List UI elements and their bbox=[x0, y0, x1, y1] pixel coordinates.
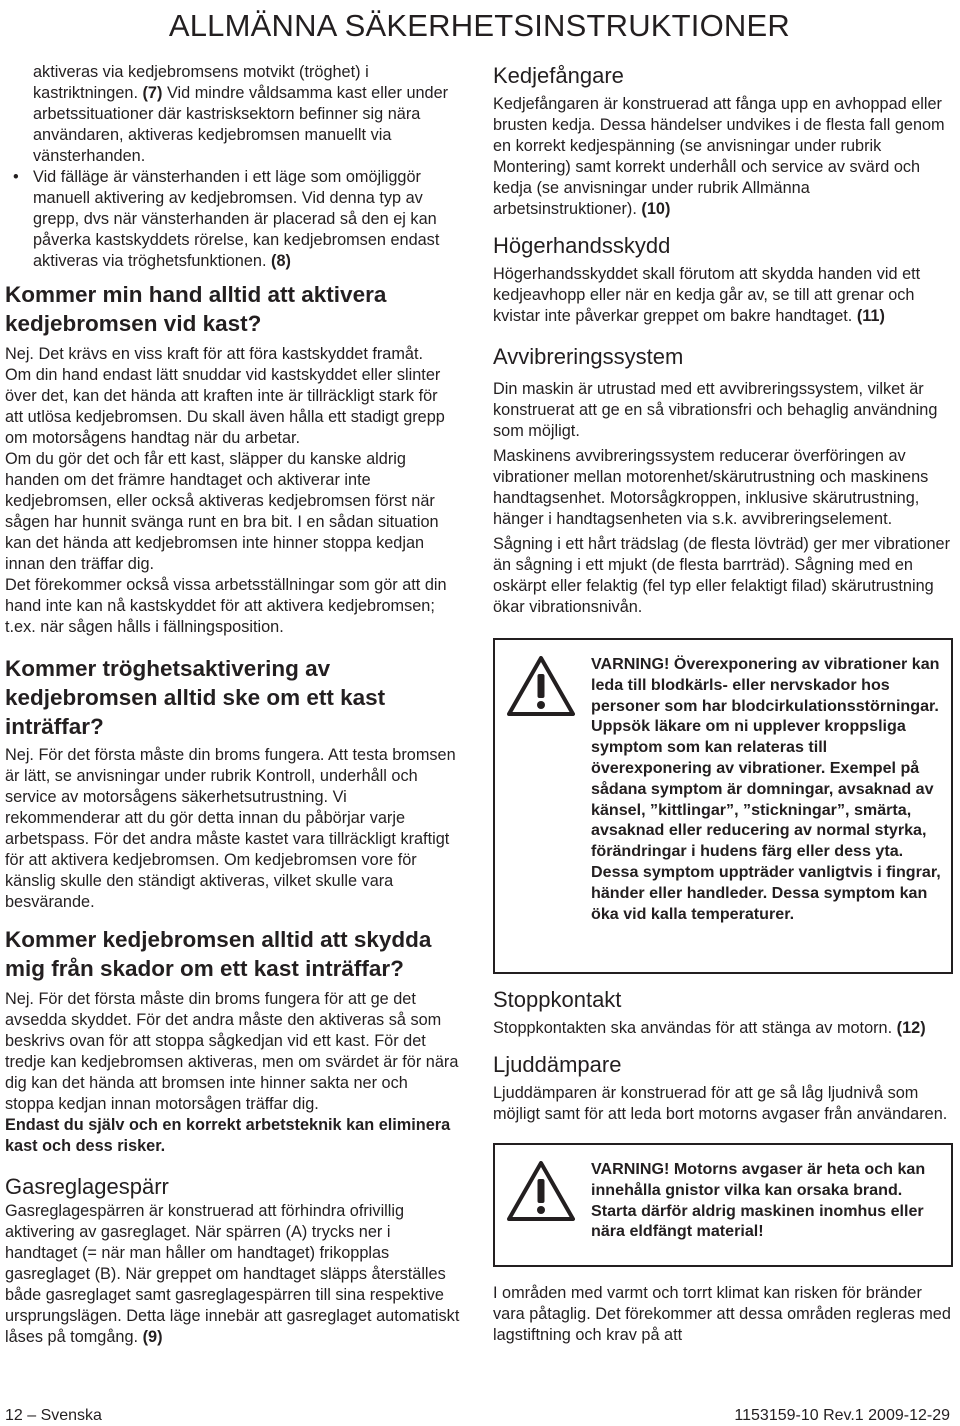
figure-ref: (10) bbox=[641, 200, 671, 218]
paragraph: I områden med varmt och torrt klimat kan risken för bränder vara påtaglig. Det förekommer att dessa områden regleras med lagstiftning och krav på att bbox=[493, 1284, 951, 1344]
paragraph: Ljuddämparen är konstruerad för att ge så låg ljudnivå som möjligt samt för att leda bort motorns avgaser från användaren. bbox=[493, 1084, 948, 1123]
warning-triangle-icon bbox=[507, 1161, 575, 1221]
paragraph: Högerhandsskyddet skall förutom att skydda handen vid ett kedjeavhopp eller när en kedja går av, se till att grenar och kvistar inte påverkar greppet om bakre handtaget. (11) bbox=[493, 265, 921, 325]
heading-muffler: Ljuddämpare bbox=[493, 1052, 622, 1077]
bullet-item: • Vid fälläge är vänsterhanden i ett läge som omöjliggör manuell aktivering av kedjebromsen. Vid denna typ av grepp, dvs när vänsterhanden är placerad så den ej kan påverka kastskyddets rörelse, kan kedjebromsen endast aktiveras via tröghetsfunktionen. (8) bbox=[13, 168, 440, 270]
paragraph: Det förekommer också vissa arbetsställningar som gör att din hand inte kan nå kastskyddet för att aktivera kedjebromsen; t.ex. när sågen hålls i fällningsposition. bbox=[5, 576, 447, 636]
heading-right-hand-guard: Högerhandsskydd bbox=[493, 233, 671, 258]
paragraph: Om du gör det och får ett kast, släpper du kanske aldrig handen om det främre handtaget och aktiverar inte kedjebromsen, eller också aktiveras kedjebromsen först när sågen har hunnit svänga runt en bra bit. I en sådan situation kan det hända att kedjebromsen inte hinner stoppa kedjan innan den träffar dig. bbox=[5, 450, 439, 573]
warning-box-exhaust bbox=[493, 1143, 953, 1267]
paragraph: Sågning i ett hårt trädslag (de flesta lövträd) ger mer vibrationer än sågning i ett mjukt (de flesta barrträd). Sågning med en oskärpt eller felaktig (fel typ eller felaktigt filad) skärutrustning ökar vibrationsnivån. bbox=[493, 535, 951, 616]
paragraph-inertia: aktiveras via kedjebromsens motvikt (tröghet) i kastriktningen. (7) Vid mindre våldsamma kast eller under arbetssituationer där kastrisksektorn befinner sig nära användaren, aktiveras kedjebromsen manuellt via vänsterhanden. bbox=[33, 63, 449, 165]
heading-protect: Kommer kedjebromsen alltid att skydda mig från skador om ett kast inträffar? bbox=[5, 927, 432, 981]
paragraph: Kedjefångaren är konstruerad att fånga upp en avhoppad eller brusten kedja. Dessa händelser undvikes i de flesta fall genom en korrekt kedjespänning (se anvisningar under rubrik Montering) samt korrekt underhåll och service av svärd och kedja (se anvisningar under rubrik Allmänna arbetsinstruktioner). (10) bbox=[493, 95, 945, 218]
paragraph: Maskinens avvibreringssystem reducerar överföringen av vibrationer mellan motorenhet/skärutrustning och maskinens handtagsenhet. Motorsågkroppen, inklusive skärutrustning, hänger i handtagsenheten via s.k. avvibreringselement. bbox=[493, 447, 929, 528]
heading-anti-vibration: Avvibreringssystem bbox=[493, 344, 684, 369]
warning-box-vibration bbox=[493, 638, 953, 974]
figure-ref: (12) bbox=[896, 1019, 926, 1037]
warning-triangle-icon bbox=[507, 656, 575, 716]
heading-inertia: Kommer tröghetsaktivering av kedjebromsen alltid ske om ett kast inträffar? bbox=[5, 656, 386, 739]
document-reference: 1153159-10 Rev.1 2009-12-29 bbox=[734, 1407, 950, 1424]
bullet-icon: • bbox=[13, 168, 19, 186]
left-column bbox=[5, 62, 460, 1348]
heading-stop-switch: Stoppkontakt bbox=[493, 987, 622, 1012]
right-column bbox=[493, 62, 953, 1346]
page-number: 12 – Svenska bbox=[5, 1407, 102, 1424]
warning-text: VARNING! Motorns avgaser är heta och kan innehålla gnistor vilka kan orsaka brand. Starta därför aldrig maskinen inomhus eller nära eldfängt material! bbox=[591, 1160, 926, 1241]
paragraph: Stoppkontakten ska användas för att stänga av motorn. (12) bbox=[493, 1019, 926, 1037]
heading-throttle-lockout: Gasreglagespärr bbox=[5, 1174, 169, 1199]
figure-ref: (11) bbox=[856, 307, 885, 325]
paragraph: Gasreglagespärren är konstruerad att förhindra ofrivillig aktivering av gasreglaget. När spärren (A) trycks ner i handtaget (= när man håller om handtaget) frikopplas gasreglaget (B). När greppet om handtaget släpps återställes både gasreglaget samt gasreglagespärren till sina respektive ursprungslägen. Detta läge innebär att gasreglaget automatiskt låses på tomgång. (9) bbox=[5, 1202, 460, 1346]
heading-hand: Kommer min hand alltid att aktivera kedjebromsen vid kast? bbox=[5, 282, 387, 336]
figure-ref: (9) bbox=[142, 1328, 163, 1346]
paragraph-bold: Endast du själv och en korrekt arbetsteknik kan eliminera kast och dess risker. bbox=[5, 1116, 451, 1155]
paragraph: Om din hand endast lätt snuddar vid kastskyddet eller slinter över det, kan det hända att kraften inte är tillräckligt stark för att utlösa kedjebromsen. Du skall även hålla ett stadigt grepp om motorsågens handtag när du arbetar. bbox=[5, 366, 445, 447]
figure-ref: (7) bbox=[142, 84, 163, 102]
paragraph: Nej. För det första måste din broms fungera för att ge det avsedda skyddet. För det andra måste den aktiveras så som beskrivs ovan för att stoppa sågkedjan vid ett kast. För det tredje kan kedjebromsen aktiveras, men om svärdet är för nära dig kan det hända att bromsen inte hinner sakta ner och stoppa kedjan innan motorsågen träffar dig. bbox=[5, 990, 459, 1113]
paragraph: Din maskin är utrustad med ett avvibreringssystem, vilket är konstruerat att ge en så vibrationsfri och behaglig användning som möjligt. bbox=[493, 380, 938, 440]
page-title: ALLMÄNNA SÄKERHETSINSTRUKTIONER bbox=[168, 8, 790, 43]
paragraph: Nej. För det första måste din broms fungera. Att testa bromsen är lätt, se anvisningar under rubrik Kontroll, underhåll och service av motorsågens säkerhetsutrustning. Vi rekommenderar att du gör detta innan du påbörjar varje arbetspass. För det andra måste kastet vara tillräckligt kraftigt för att aktivera kedjebromsen. Om kedjebromsen vore för känslig skulle den ständigt aktiveras, vilket skulle vara besvärande. bbox=[5, 746, 456, 911]
paragraph: Nej. Det krävs en viss kraft för att föra kastskyddet framåt. bbox=[5, 345, 424, 363]
warning-text: VARNING! Överexponering av vibrationer kan leda till blodkärls- eller nervskador hos personer som har blodcirkulationsstörningar. Uppsök läkare om ni upplever kroppsliga symptom som kan relateras till överexponering av vibrationer. Exempel på sådana symptom är domningar, avsaknad av känsel, ”kittlingar”, ”stickningar”, smärta, avsaknad eller reducering av normal styrka, förändringar i hudens färg eller dess yta. Dessa symptom uppträder vanligtvis i fingrar, händer eller handleder. Dessa symptom kan öka vid kalla temperaturer. bbox=[591, 655, 941, 923]
figure-ref: (8) bbox=[271, 252, 291, 270]
heading-chain-catcher: Kedjefångare bbox=[493, 63, 624, 88]
